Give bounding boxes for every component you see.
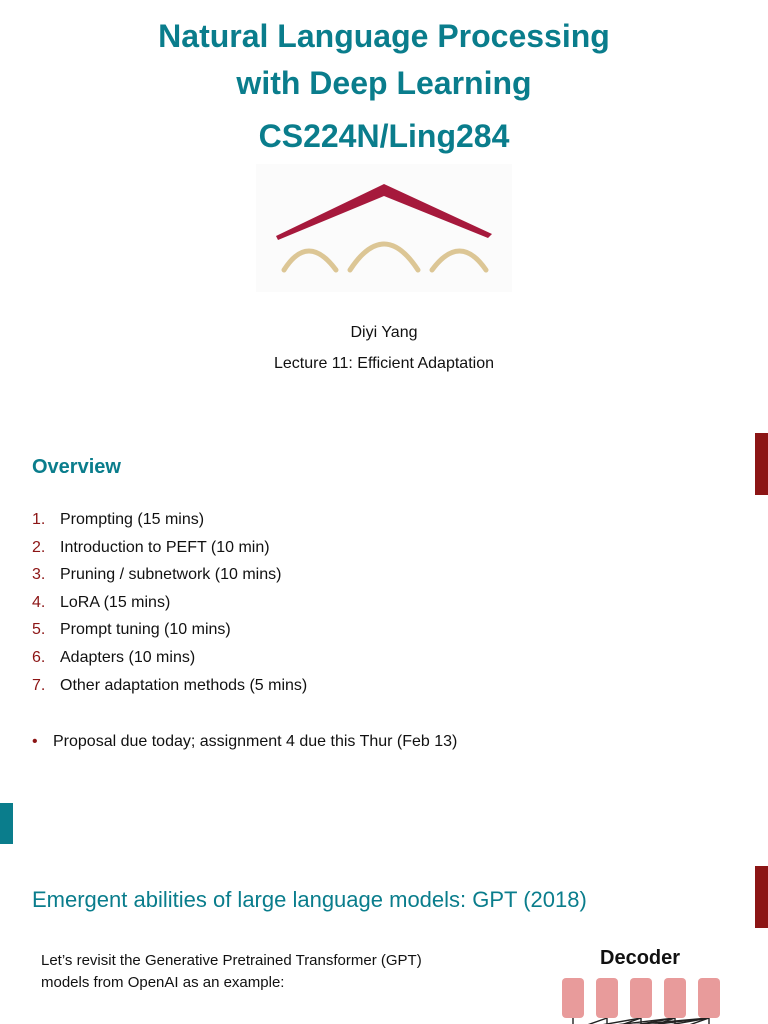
item-text: Pruning / subnetwork (10 mins) xyxy=(60,566,282,584)
overview-slide xyxy=(0,420,768,844)
decoder-block xyxy=(596,978,618,1018)
item-text: Adapters (10 mins) xyxy=(60,648,196,666)
decoder-diagram xyxy=(556,972,736,1024)
body-line: Let’s revisit the Generative Pretrained Transformer (GPT) xyxy=(41,952,422,969)
item-number: 2. xyxy=(32,538,46,556)
decoder-label: Decoder xyxy=(600,947,681,969)
decoder-block xyxy=(664,978,686,1018)
item-text: Prompt tuning (10 mins) xyxy=(60,621,231,639)
list-item xyxy=(32,591,307,619)
slide-body xyxy=(41,950,511,994)
item-text: LoRA (15 mins) xyxy=(60,593,171,611)
slide-accent-bar xyxy=(755,866,768,928)
gpt-slide xyxy=(0,844,768,1024)
slide-accent-bar xyxy=(0,803,13,844)
item-number: 4. xyxy=(32,593,46,611)
decoder-block xyxy=(562,978,584,1018)
list-item xyxy=(32,536,307,564)
bullet-icon: • xyxy=(32,733,38,750)
lecturer-name: Diyi Yang xyxy=(350,324,418,341)
item-text: Other adaptation methods (5 mins) xyxy=(60,676,308,694)
item-text: Prompting (15 mins) xyxy=(60,511,205,528)
list-item xyxy=(32,508,307,536)
decoder-block xyxy=(698,978,720,1018)
course-title-line-2: with Deep Learning xyxy=(236,65,532,101)
stanford-nlp-logo xyxy=(256,164,512,292)
slide-title: Emergent abilities of large language models: GPT (2018) xyxy=(32,887,587,912)
list-item xyxy=(32,674,307,702)
item-number: 7. xyxy=(32,676,46,694)
announcement-text: Proposal due today; assignment 4 due this Thur (Feb 13) xyxy=(53,733,458,750)
item-number: 3. xyxy=(32,566,46,584)
announcement-note xyxy=(32,730,457,754)
slide-accent-bar xyxy=(755,433,768,495)
body-line: models from OpenAI as an example: xyxy=(41,974,285,991)
item-number: 5. xyxy=(32,621,46,639)
course-code: CS224N/Ling284 xyxy=(258,118,510,154)
item-number: 1. xyxy=(32,511,46,528)
item-text: Introduction to PEFT (10 min) xyxy=(60,538,270,556)
list-item xyxy=(32,618,307,646)
list-item xyxy=(32,563,307,591)
overview-list xyxy=(32,508,307,701)
overview-heading: Overview xyxy=(32,456,121,478)
list-item xyxy=(32,646,307,674)
decoder-connection xyxy=(573,1018,607,1024)
title-slide xyxy=(0,0,768,420)
item-number: 6. xyxy=(32,648,46,666)
course-title-line-1: Natural Language Processing xyxy=(158,18,610,54)
lecture-title: Lecture 11: Efficient Adaptation xyxy=(273,355,494,372)
decoder-block xyxy=(630,978,652,1018)
